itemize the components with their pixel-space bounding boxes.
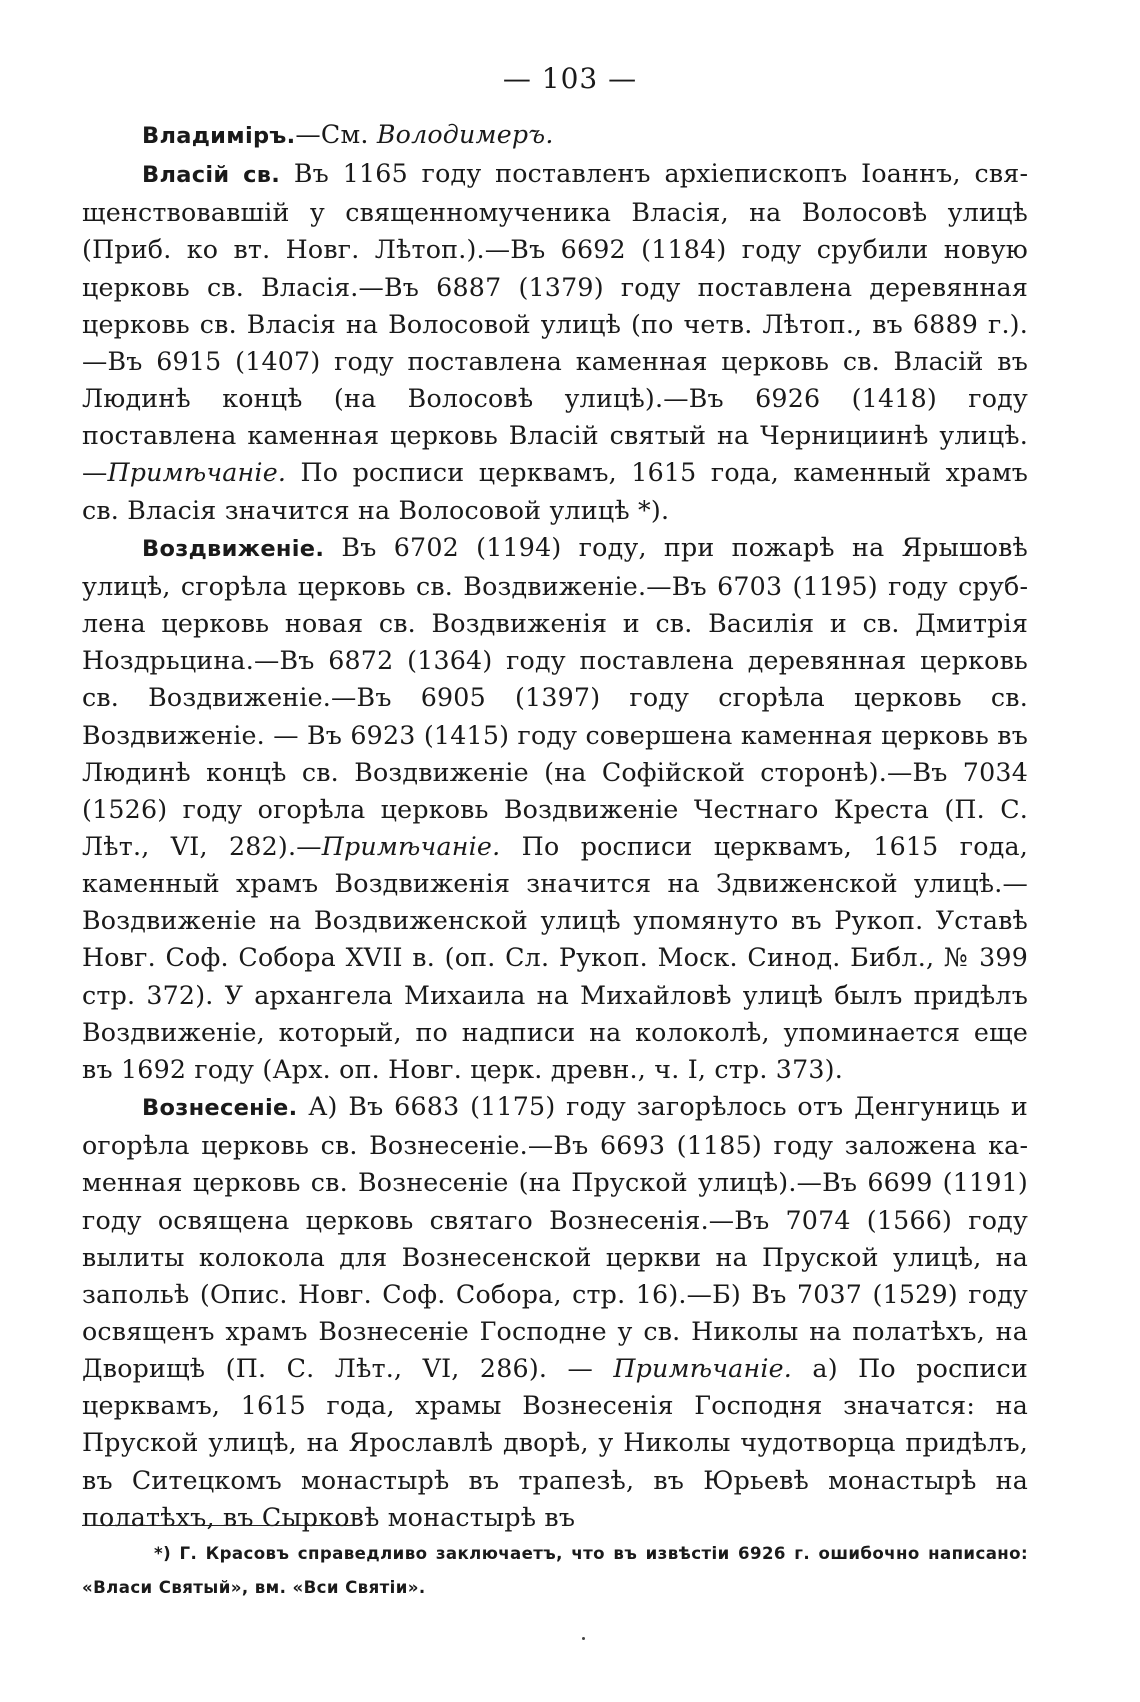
footnote-divider [82,1525,354,1526]
entry-text-italic: Володимеръ. [376,120,554,149]
entry-heading: Владимiръ. [142,123,296,149]
entry-text: Въ 6702 (1194) году, при пожарѣ на Ярышовѣ улицѣ, сгорѣла церковь св. Воздвиженiе.—Въ 6703 (1195) году срублена церковь новая св. Воздвиженiя и св. Василiя и св. Дмитрiя Ноздрьцина.—Въ 6872 (1364) году поставлена деревянная церковь св. Воздвиженiе.—Въ 6905 (1397) году сгорѣла церковь св. Воздвиженiе. — Въ 6923 (1415) году совершена каменная церковь въ Людинѣ концѣ св. Воздвиженiе (на Софiйской сторонѣ).—Въ 7034 (1526) году огорѣла церковь Воздвиженiе Честнаго Креста (П. С. Лѣт., VI, 282).— [82,532,1028,861]
main-text [82,116,1028,1536]
entry-text: А) Въ 6683 (1175) году загорѣлось отъ Денгуниць и огорѣла церковь св. Вознесенiе.—Въ 6693 (1185) году заложена каменная церковь св. Вознесенiе (на Пруской улицѣ).—Въ 6699 (1191) году освящена церковь святаго Вознесенiя.—Въ 7074 (1566) году вылиты колокола для Вознесенской церкви на Пруской улицѣ, на запольѣ (Опис. Новг. Соф. Собора, стр. 16).—Б) Въ 7037 (1529) году освященъ храмъ Вознесенiе Господне у св. Николы на полатѣхъ, на Дворищѣ (П. С. Лѣт., VI, 286). — [82,1092,1028,1384]
entry-vladimir [82,116,1028,155]
entry-text: —См. [295,120,377,149]
entry-heading: Воздвиженiе. [142,535,325,562]
page-number: — 103 — [502,62,638,95]
entry-text: По росписи церквамъ, 1615 года, каменный храмъ Воздвиженiя значится на Здвиженской улицѣ.—Воздвиженiе на Воздвиженской улицѣ упомянуто въ Рукоп. Уставѣ Новг. Соф. Собора XVII в. (оп. Сл. Рукоп. Моск. Синод. Библ., № 399 стр. 372). У архангела Михаила на Михайловѣ улицѣ былъ придѣлъ Воздвиженiе, который, по надписи на колоколѣ, упоминается еще въ 1692 году (Арх. оп. Новг. церк. древн., ч. I, стр. 373). [82,831,1028,1084]
entry-text: Въ 1165 году поставленъ архiепископъ Iоаннъ, священствовавшiй у священномученика Власiя, на Волосовѣ улицѣ (Приб. ко вт. Новг. Лѣтоп.).—Въ 6692 (1184) году срубили новую церковь св. Власiя.—Въ 6887 (1379) году поставлена деревянная церковь св. Власiя на Волосовой улицѣ (по четв. Лѣтоп., въ 6889 г.).—Въ 6915 (1407) году поставлена каменная церковь св. Власiй въ Людинѣ концѣ (на Волосовѣ улицѣ).—Въ 6926 (1418) году поставлена каменная церковь Власiй святый на Чернициинѣ улицѣ.— [82,159,1028,488]
entry-note-label: Примѣчанiе. [613,1354,793,1384]
entry-note-label: Примѣчанiе. [107,458,287,488]
entry-vlasiy [82,155,1028,529]
footnote-text: *) Г. Красовъ справедливо заключаетъ, что въ извѣстiи 6926 г. ошибочно написано: «Власи Святый», вм. «Вси Святiи». [82,1544,1028,1597]
entry-text: По росписи церквамъ, 1615 года, каменный храмъ св. Власiя значится на Волосовой улицѣ *). [82,458,1028,525]
entry-text: а) По росписи церквамъ, 1615 года, храмы Вознесенiя Господня значатся: на Пруской улицѣ, на Ярославлѣ дворѣ, у Николы чудотворца придѣлъ, въ Ситецкомъ монастырѣ въ трапезѣ, въ Юрьевѣ монастырѣ на полатѣхъ, въ Сырковѣ монастырѣ въ [82,1354,1028,1532]
paper-speck [582,1637,585,1640]
footnote [82,1537,1028,1605]
entry-vozdvizhenie [82,529,1028,1088]
entry-heading: Власiй св. [142,162,281,189]
entry-voznesenie [82,1088,1028,1536]
entry-heading: Вознесенiе. [142,1095,298,1122]
entry-note-label: Примѣчанiе. [321,831,501,861]
